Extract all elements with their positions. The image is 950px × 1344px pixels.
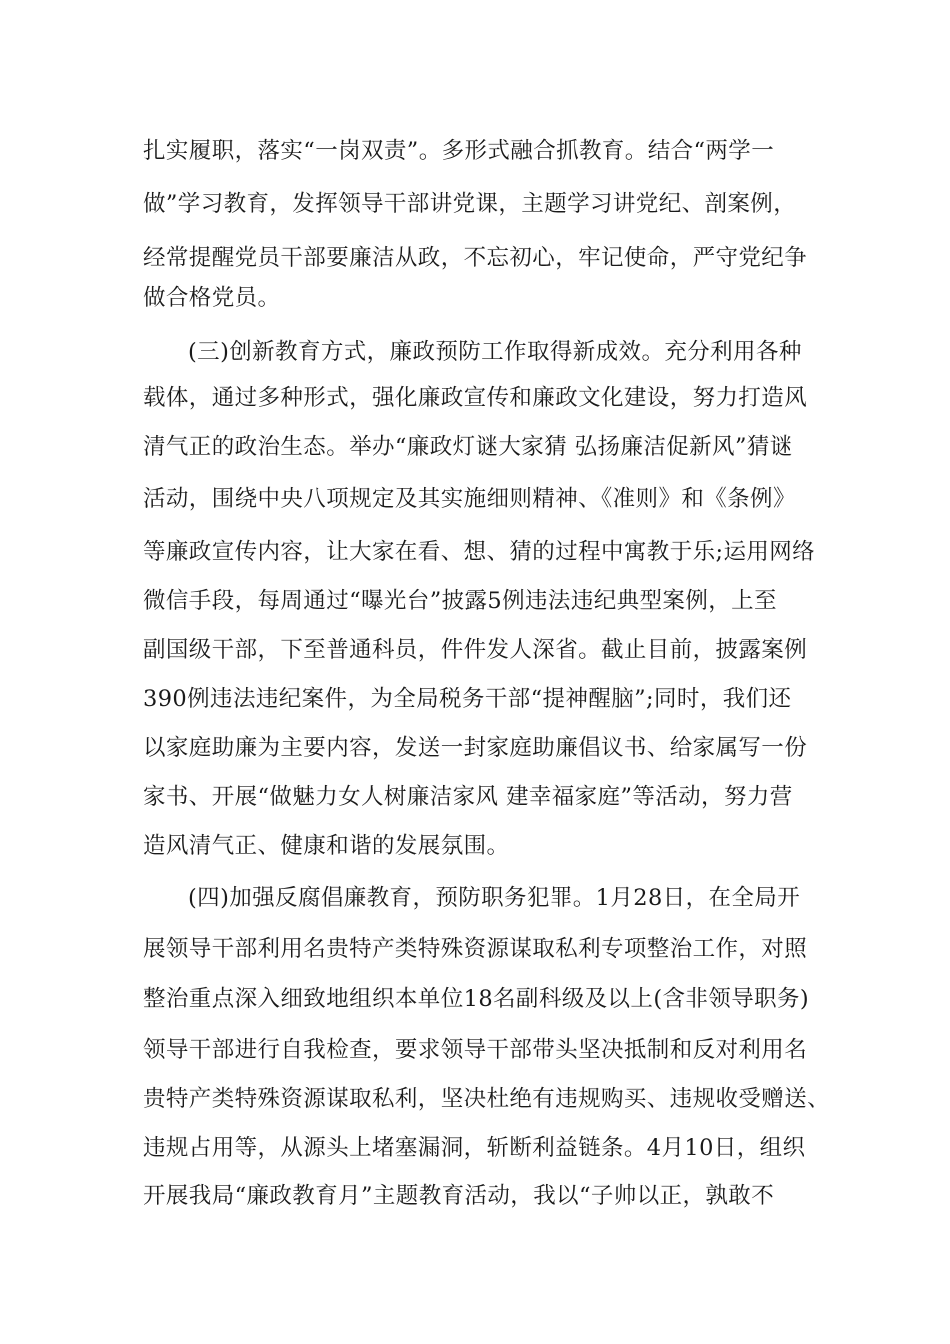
- text-line: 开展我局“廉政教育月”主题教育活动，我以“子帅以正，孰敢不: [143, 1183, 775, 1209]
- text-line: 家书、开展“做魅力女人树廉洁家风 建幸福家庭”等活动，努力营: [143, 784, 793, 810]
- text-line: 微信手段，每周通过“曝光台”披露5例违法违纪典型案例，上至: [143, 588, 777, 614]
- text-line: 做”学习教育，发挥领导干部讲党课，主题学习讲党纪、剖案例，: [143, 191, 797, 217]
- text-line: 违规占用等，从源头上堵塞漏洞，斩断利益链条。4月10日，组织: [143, 1135, 806, 1161]
- text-line: 等廉政宣传内容，让大家在看、想、猜的过程中寓教于乐;运用网络: [143, 539, 816, 565]
- text-line: 副国级干部，下至普通科员，件件发人深省。截止目前，披露案例: [143, 637, 808, 663]
- paragraph-4-first-line: (四)加强反腐倡廉教育，预防职务犯罪。1月28日，在全局开: [188, 885, 801, 911]
- text-line: 390例违法违纪案件，为全局税务干部“提神醒脑”;同时，我们还: [143, 686, 792, 712]
- text-line: 整治重点深入细致地组织本单位18名副科级及以上(含非领导职务): [143, 986, 810, 1012]
- text-line: 造风清气正、健康和谐的发展氛围。: [143, 833, 510, 859]
- text-line: 贵特产类特殊资源谋取私利，坚决杜绝有违规购买、违规收受赠送、: [143, 1086, 831, 1112]
- text-line: 展领导干部利用名贵特产类特殊资源谋取私利专项整治工作，对照: [143, 936, 808, 962]
- text-line: 以家庭助廉为主要内容，发送一封家庭助廉倡议书、给家属写一份: [143, 735, 808, 761]
- text-line: 经常提醒党员干部要廉洁从政，不忘初心，牢记使命，严守党纪争: [143, 245, 808, 271]
- text-line: 清气正的政治生态。举办“廉政灯谜大家猜 弘扬廉洁促新风”猜谜: [143, 434, 793, 460]
- text-line: 扎实履职，落实“一岗双责”。多形式融合抓教育。结合“两学一: [143, 138, 775, 164]
- text-line: 载体，通过多种形式，强化廉政宣传和廉政文化建设，努力打造风: [143, 385, 808, 411]
- text-line: 做合格党员。: [143, 285, 281, 311]
- paragraph-3-first-line: (三)创新教育方式，廉政预防工作取得新成效。充分利用各种: [188, 339, 802, 365]
- text-line: 活动，围绕中央八项规定及其实施细则精神、《准则》和《条例》: [143, 486, 796, 512]
- text-line: 领导干部进行自我检查，要求领导干部带头坚决抵制和反对利用名: [143, 1037, 808, 1063]
